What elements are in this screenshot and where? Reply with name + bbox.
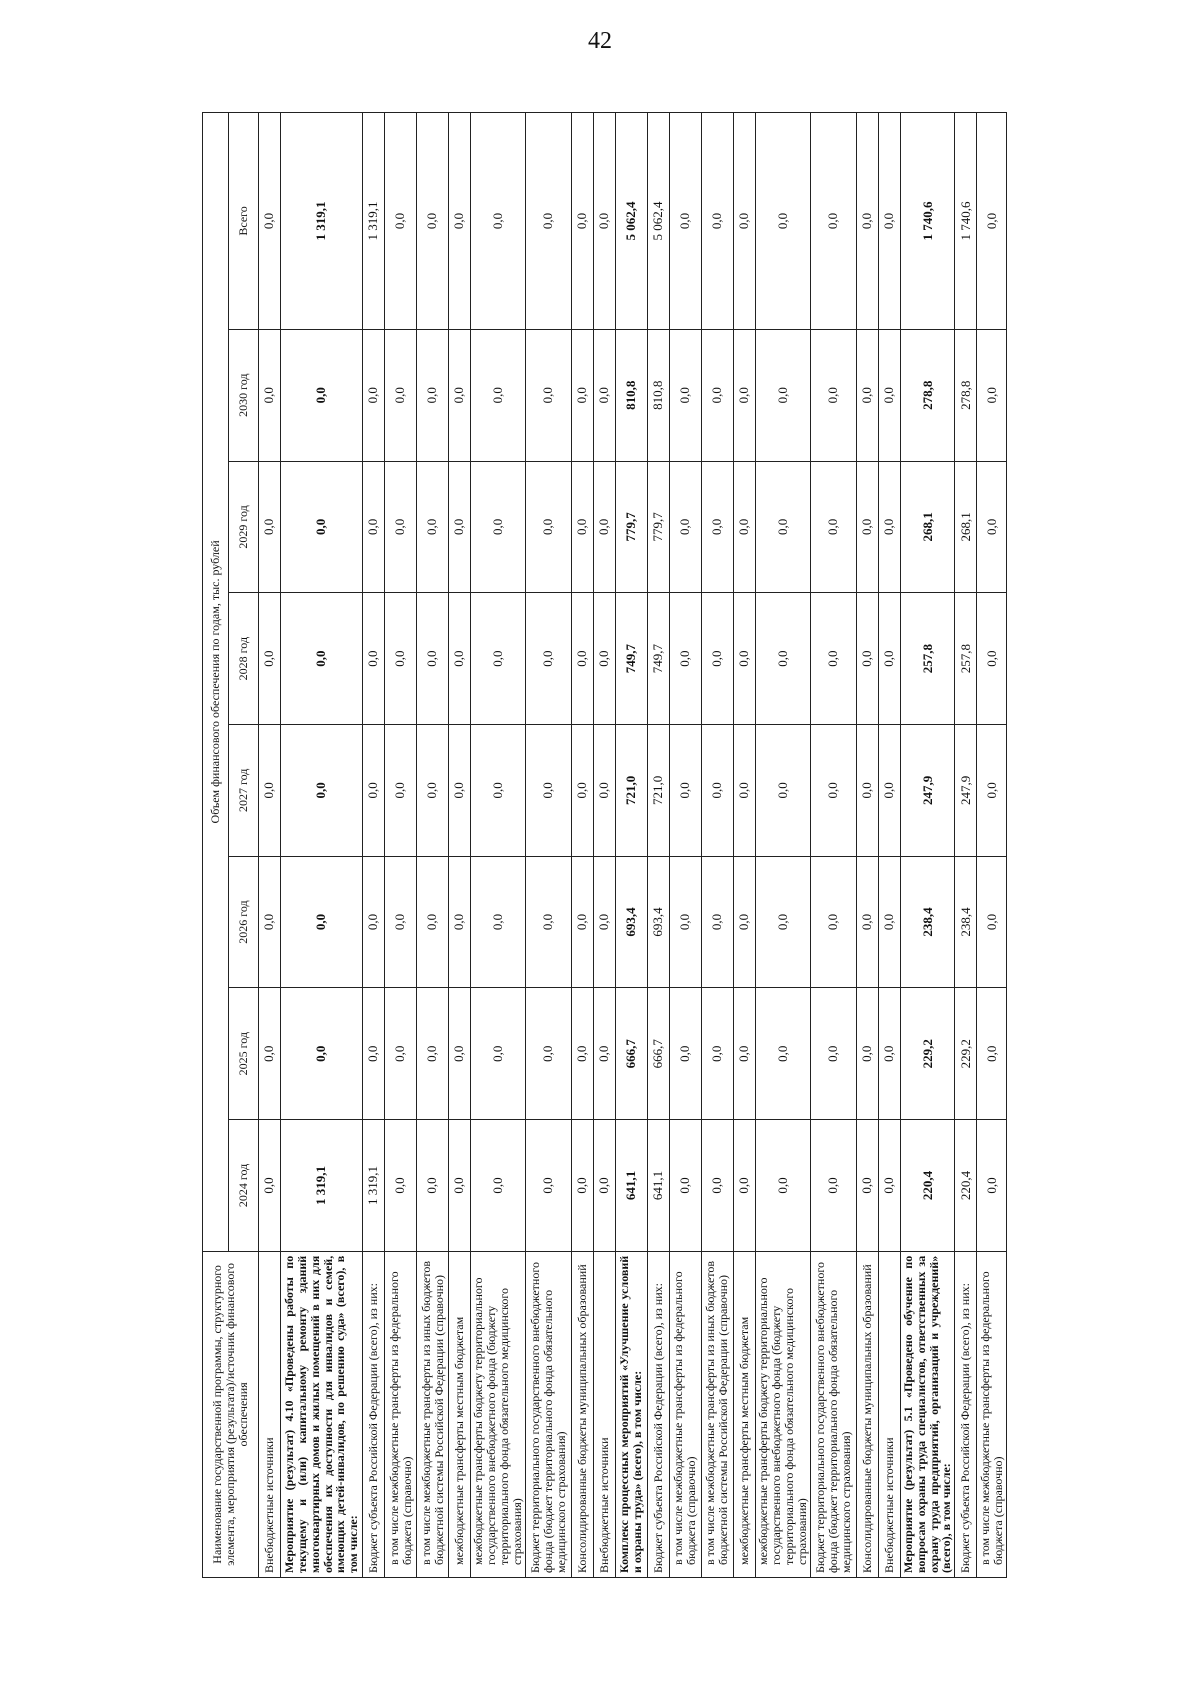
value-cell: 0,0 bbox=[363, 724, 385, 856]
table-row bbox=[755, 113, 810, 1578]
value-cell: 0,0 bbox=[571, 329, 593, 461]
value-cell: 0,0 bbox=[259, 724, 281, 856]
value-cell: 0,0 bbox=[701, 856, 733, 988]
value-cell: 0,0 bbox=[449, 461, 471, 593]
value-cell: 0,0 bbox=[259, 113, 281, 330]
table-row bbox=[471, 113, 526, 1578]
value-cell: 0,0 bbox=[571, 461, 593, 593]
row-label: Бюджет субъекта Российской Федерации (всего), из них: bbox=[955, 1251, 977, 1577]
value-cell: 0,0 bbox=[733, 988, 755, 1120]
value-cell: 749,7 bbox=[647, 593, 669, 725]
table-row bbox=[977, 113, 1007, 1578]
name-column-header: Наименование государственной программы, структурного элемента, мероприятия (результата)/источник финансового обеспечения bbox=[203, 1251, 259, 1577]
value-cell: 0,0 bbox=[593, 329, 615, 461]
value-cell: 693,4 bbox=[615, 856, 647, 988]
value-cell: 693,4 bbox=[647, 856, 669, 988]
volume-header: Объем финансового обеспечения по годам, тыс. рублей bbox=[203, 113, 229, 1252]
value-cell: 0,0 bbox=[977, 113, 1007, 330]
row-label: в том числе межбюджетные трансферты из федерального бюджета (справочно) bbox=[385, 1251, 417, 1577]
value-cell: 641,1 bbox=[615, 1120, 647, 1252]
row-label: Консолидированные бюджеты муниципальных образований bbox=[571, 1251, 593, 1577]
year-header: 2030 год bbox=[229, 329, 259, 461]
table-row bbox=[701, 113, 733, 1578]
year-header: 2026 год bbox=[229, 856, 259, 988]
value-cell: 278,8 bbox=[955, 329, 977, 461]
table-body bbox=[259, 113, 1007, 1578]
row-label: Бюджет субъекта Российской Федерации (всего), из них: bbox=[647, 1251, 669, 1577]
table-row bbox=[669, 113, 701, 1578]
value-cell: 0,0 bbox=[593, 1120, 615, 1252]
value-cell: 0,0 bbox=[701, 329, 733, 461]
value-cell: 0,0 bbox=[856, 113, 878, 330]
value-cell: 0,0 bbox=[417, 988, 449, 1120]
value-cell: 0,0 bbox=[259, 1120, 281, 1252]
value-cell: 0,0 bbox=[417, 329, 449, 461]
value-cell: 0,0 bbox=[733, 113, 755, 330]
value-cell: 0,0 bbox=[259, 856, 281, 988]
value-cell: 1 319,1 bbox=[363, 1120, 385, 1252]
row-label: в том числе межбюджетные трансферты из иных бюджетов бюджетной системы Российской Федерации (справочно) bbox=[701, 1251, 733, 1577]
row-label: Бюджет территориального государственного внебюджетного фонда (бюджет территориального фонда обязательного медицинского страхования) bbox=[525, 1251, 571, 1577]
row-label: Консолидированные бюджеты муниципальных образований bbox=[856, 1251, 878, 1577]
value-cell: 0,0 bbox=[571, 856, 593, 988]
value-cell: 0,0 bbox=[701, 113, 733, 330]
value-cell: 0,0 bbox=[878, 461, 900, 593]
value-cell: 0,0 bbox=[363, 988, 385, 1120]
value-cell: 0,0 bbox=[385, 724, 417, 856]
value-cell: 0,0 bbox=[281, 461, 363, 593]
value-cell: 0,0 bbox=[733, 461, 755, 593]
row-label: межбюджетные трансферты бюджету территориального государственного внебюджетного фонда (бюджету территориального фонда обязательного медицинского страхования) bbox=[755, 1251, 810, 1577]
table-row bbox=[856, 113, 878, 1578]
value-cell: 0,0 bbox=[385, 988, 417, 1120]
value-cell: 5 062,4 bbox=[615, 113, 647, 330]
table-row bbox=[525, 113, 571, 1578]
value-cell: 0,0 bbox=[385, 593, 417, 725]
value-cell: 0,0 bbox=[471, 856, 526, 988]
value-cell: 1 319,1 bbox=[281, 1120, 363, 1252]
value-cell: 0,0 bbox=[471, 593, 526, 725]
value-cell: 0,0 bbox=[669, 461, 701, 593]
year-header: 2028 год bbox=[229, 593, 259, 725]
value-cell: 0,0 bbox=[525, 724, 571, 856]
value-cell: 257,8 bbox=[900, 593, 955, 725]
value-cell: 0,0 bbox=[363, 856, 385, 988]
value-cell: 268,1 bbox=[955, 461, 977, 593]
value-cell: 721,0 bbox=[647, 724, 669, 856]
value-cell: 0,0 bbox=[878, 113, 900, 330]
value-cell: 0,0 bbox=[449, 593, 471, 725]
value-cell: 0,0 bbox=[471, 113, 526, 330]
value-cell: 0,0 bbox=[281, 593, 363, 725]
value-cell: 0,0 bbox=[417, 113, 449, 330]
value-cell: 257,8 bbox=[955, 593, 977, 725]
value-cell: 0,0 bbox=[571, 593, 593, 725]
value-cell: 0,0 bbox=[977, 593, 1007, 725]
value-cell: 0,0 bbox=[385, 329, 417, 461]
value-cell: 0,0 bbox=[449, 988, 471, 1120]
value-cell: 0,0 bbox=[977, 461, 1007, 593]
table-row bbox=[593, 113, 615, 1578]
value-cell: 0,0 bbox=[571, 988, 593, 1120]
value-cell: 0,0 bbox=[878, 329, 900, 461]
row-label: Мероприятие (результат) 4.10 «Проведены работы по текущему и (или) капитальному ремонту зданий многоквартирных домов и жилых помещений в них для обеспечения их доступности для инвалидов и семей, имеющих детей-инвалидов, по решению суда» (всего), в том числе: bbox=[281, 1251, 363, 1577]
value-cell: 0,0 bbox=[856, 988, 878, 1120]
value-cell: 0,0 bbox=[385, 1120, 417, 1252]
value-cell: 0,0 bbox=[593, 593, 615, 725]
table-row bbox=[615, 113, 647, 1578]
value-cell: 0,0 bbox=[856, 724, 878, 856]
value-cell: 0,0 bbox=[525, 593, 571, 725]
value-cell: 779,7 bbox=[647, 461, 669, 593]
value-cell: 247,9 bbox=[900, 724, 955, 856]
value-cell: 0,0 bbox=[878, 856, 900, 988]
value-cell: 0,0 bbox=[385, 856, 417, 988]
value-cell: 810,8 bbox=[615, 329, 647, 461]
table-row bbox=[417, 113, 449, 1578]
value-cell: 666,7 bbox=[615, 988, 647, 1120]
table-row bbox=[571, 113, 593, 1578]
value-cell: 247,9 bbox=[955, 724, 977, 856]
value-cell: 0,0 bbox=[593, 988, 615, 1120]
value-cell: 0,0 bbox=[259, 593, 281, 725]
value-cell: 0,0 bbox=[593, 461, 615, 593]
value-cell: 0,0 bbox=[417, 593, 449, 725]
value-cell: 0,0 bbox=[471, 988, 526, 1120]
value-cell: 0,0 bbox=[733, 593, 755, 725]
value-cell: 0,0 bbox=[977, 329, 1007, 461]
value-cell: 0,0 bbox=[525, 329, 571, 461]
value-cell: 0,0 bbox=[281, 988, 363, 1120]
row-label: в том числе межбюджетные трансферты из иных бюджетов бюджетной системы Российской Федерации (справочно) bbox=[417, 1251, 449, 1577]
rotated-page bbox=[202, 112, 1005, 1578]
value-cell: 0,0 bbox=[878, 1120, 900, 1252]
value-cell: 0,0 bbox=[417, 724, 449, 856]
value-cell: 0,0 bbox=[733, 329, 755, 461]
value-cell: 1 319,1 bbox=[281, 113, 363, 330]
value-cell: 0,0 bbox=[810, 724, 856, 856]
value-cell: 0,0 bbox=[669, 329, 701, 461]
value-cell: 0,0 bbox=[281, 329, 363, 461]
value-cell: 0,0 bbox=[701, 593, 733, 725]
value-cell: 0,0 bbox=[259, 461, 281, 593]
value-cell: 0,0 bbox=[259, 329, 281, 461]
value-cell: 0,0 bbox=[593, 113, 615, 330]
value-cell: 0,0 bbox=[471, 329, 526, 461]
row-label: Комплекс процессных мероприятий «Улучшение условий и охраны труда» (всего), в том числе: bbox=[615, 1251, 647, 1577]
row-label: Внебюджетные источники bbox=[593, 1251, 615, 1577]
value-cell: 268,1 bbox=[900, 461, 955, 593]
row-label: в том числе межбюджетные трансферты из федерального бюджета (справочно) bbox=[977, 1251, 1007, 1577]
value-cell: 0,0 bbox=[471, 724, 526, 856]
value-cell: 0,0 bbox=[363, 329, 385, 461]
value-cell: 749,7 bbox=[615, 593, 647, 725]
year-header: 2024 год bbox=[229, 1120, 259, 1252]
value-cell: 0,0 bbox=[281, 724, 363, 856]
value-cell: 229,2 bbox=[955, 988, 977, 1120]
value-cell: 0,0 bbox=[878, 593, 900, 725]
value-cell: 0,0 bbox=[856, 1120, 878, 1252]
page-number: 42 bbox=[588, 28, 612, 54]
value-cell: 0,0 bbox=[977, 856, 1007, 988]
value-cell: 0,0 bbox=[810, 329, 856, 461]
value-cell: 0,0 bbox=[810, 988, 856, 1120]
value-cell: 0,0 bbox=[417, 1120, 449, 1252]
value-cell: 0,0 bbox=[449, 856, 471, 988]
value-cell: 0,0 bbox=[755, 724, 810, 856]
table-row bbox=[647, 113, 669, 1578]
value-cell: 1 740,6 bbox=[955, 113, 977, 330]
value-cell: 278,8 bbox=[900, 329, 955, 461]
value-cell: 238,4 bbox=[900, 856, 955, 988]
value-cell: 0,0 bbox=[669, 724, 701, 856]
value-cell: 0,0 bbox=[810, 593, 856, 725]
value-cell: 0,0 bbox=[669, 856, 701, 988]
value-cell: 0,0 bbox=[449, 329, 471, 461]
value-cell: 0,0 bbox=[810, 461, 856, 593]
value-cell: 220,4 bbox=[900, 1120, 955, 1252]
value-cell: 0,0 bbox=[733, 856, 755, 988]
value-cell: 238,4 bbox=[955, 856, 977, 988]
value-cell: 0,0 bbox=[977, 724, 1007, 856]
value-cell: 0,0 bbox=[417, 461, 449, 593]
value-cell: 1 740,6 bbox=[900, 113, 955, 330]
table-row bbox=[878, 113, 900, 1578]
table-row bbox=[900, 113, 955, 1578]
table-header bbox=[203, 113, 259, 1578]
value-cell: 0,0 bbox=[755, 856, 810, 988]
value-cell: 0,0 bbox=[733, 724, 755, 856]
value-cell: 0,0 bbox=[856, 856, 878, 988]
value-cell: 0,0 bbox=[449, 1120, 471, 1252]
row-label: межбюджетные трансферты местным бюджетам bbox=[449, 1251, 471, 1577]
value-cell: 0,0 bbox=[701, 724, 733, 856]
table-row bbox=[385, 113, 417, 1578]
year-header: 2025 год bbox=[229, 988, 259, 1120]
value-cell: 0,0 bbox=[755, 1120, 810, 1252]
row-label: Внебюджетные источники bbox=[259, 1251, 281, 1577]
row-label: Бюджет территориального государственного внебюджетного фонда (бюджет территориального фонда обязательного медицинского страхования) bbox=[810, 1251, 856, 1577]
table-row bbox=[449, 113, 471, 1578]
value-cell: 0,0 bbox=[593, 856, 615, 988]
value-cell: 0,0 bbox=[755, 329, 810, 461]
value-cell: 0,0 bbox=[810, 113, 856, 330]
value-cell: 0,0 bbox=[755, 593, 810, 725]
value-cell: 0,0 bbox=[385, 461, 417, 593]
row-label: Внебюджетные источники bbox=[878, 1251, 900, 1577]
value-cell: 0,0 bbox=[363, 593, 385, 725]
value-cell: 0,0 bbox=[449, 113, 471, 330]
value-cell: 0,0 bbox=[878, 988, 900, 1120]
value-cell: 666,7 bbox=[647, 988, 669, 1120]
value-cell: 0,0 bbox=[669, 593, 701, 725]
value-cell: 1 319,1 bbox=[363, 113, 385, 330]
financing-table bbox=[202, 112, 1007, 1578]
table-row bbox=[733, 113, 755, 1578]
value-cell: 0,0 bbox=[525, 856, 571, 988]
row-label: межбюджетные трансферты бюджету территориального государственного внебюджетного фонда (бюджету территориального фонда обязательного медицинского страхования) bbox=[471, 1251, 526, 1577]
value-cell: 0,0 bbox=[977, 1120, 1007, 1252]
value-cell: 0,0 bbox=[281, 856, 363, 988]
value-cell: 0,0 bbox=[259, 988, 281, 1120]
table-row bbox=[259, 113, 281, 1578]
value-cell: 0,0 bbox=[733, 1120, 755, 1252]
value-cell: 721,0 bbox=[615, 724, 647, 856]
value-cell: 0,0 bbox=[525, 1120, 571, 1252]
row-label: Мероприятие (результат) 5.1 «Проведено обучение по вопросам охраны труда специалистов, ответственных за охрану труда предприятий, организаций и учреждений» (всего), в том числе: bbox=[900, 1251, 955, 1577]
value-cell: 0,0 bbox=[525, 461, 571, 593]
value-cell: 0,0 bbox=[417, 856, 449, 988]
value-cell: 0,0 bbox=[449, 724, 471, 856]
value-cell: 0,0 bbox=[669, 988, 701, 1120]
value-cell: 0,0 bbox=[669, 113, 701, 330]
value-cell: 810,8 bbox=[647, 329, 669, 461]
value-cell: 0,0 bbox=[856, 461, 878, 593]
value-cell: 0,0 bbox=[571, 113, 593, 330]
row-label: межбюджетные трансферты местным бюджетам bbox=[733, 1251, 755, 1577]
row-label: в том числе межбюджетные трансферты из федерального бюджета (справочно) bbox=[669, 1251, 701, 1577]
value-cell: 0,0 bbox=[878, 724, 900, 856]
value-cell: 0,0 bbox=[755, 461, 810, 593]
value-cell: 0,0 bbox=[977, 988, 1007, 1120]
value-cell: 0,0 bbox=[701, 1120, 733, 1252]
value-cell: 5 062,4 bbox=[647, 113, 669, 330]
value-cell: 0,0 bbox=[856, 329, 878, 461]
year-header: Всего bbox=[229, 113, 259, 330]
value-cell: 0,0 bbox=[810, 1120, 856, 1252]
value-cell: 0,0 bbox=[701, 461, 733, 593]
table-row bbox=[281, 113, 363, 1578]
value-cell: 0,0 bbox=[385, 113, 417, 330]
value-cell: 0,0 bbox=[856, 593, 878, 725]
value-cell: 0,0 bbox=[593, 724, 615, 856]
value-cell: 0,0 bbox=[701, 988, 733, 1120]
value-cell: 641,1 bbox=[647, 1120, 669, 1252]
value-cell: 0,0 bbox=[525, 988, 571, 1120]
value-cell: 0,0 bbox=[363, 461, 385, 593]
value-cell: 0,0 bbox=[525, 113, 571, 330]
value-cell: 0,0 bbox=[571, 724, 593, 856]
value-cell: 0,0 bbox=[755, 988, 810, 1120]
value-cell: 0,0 bbox=[471, 461, 526, 593]
table-row bbox=[955, 113, 977, 1578]
value-cell: 0,0 bbox=[755, 113, 810, 330]
value-cell: 0,0 bbox=[669, 1120, 701, 1252]
table-row bbox=[810, 113, 856, 1578]
value-cell: 220,4 bbox=[955, 1120, 977, 1252]
value-cell: 0,0 bbox=[571, 1120, 593, 1252]
table-row bbox=[363, 113, 385, 1578]
value-cell: 0,0 bbox=[810, 856, 856, 988]
year-header: 2027 год bbox=[229, 724, 259, 856]
year-header: 2029 год bbox=[229, 461, 259, 593]
value-cell: 0,0 bbox=[471, 1120, 526, 1252]
value-cell: 229,2 bbox=[900, 988, 955, 1120]
row-label: Бюджет субъекта Российской Федерации (всего), из них: bbox=[363, 1251, 385, 1577]
value-cell: 779,7 bbox=[615, 461, 647, 593]
